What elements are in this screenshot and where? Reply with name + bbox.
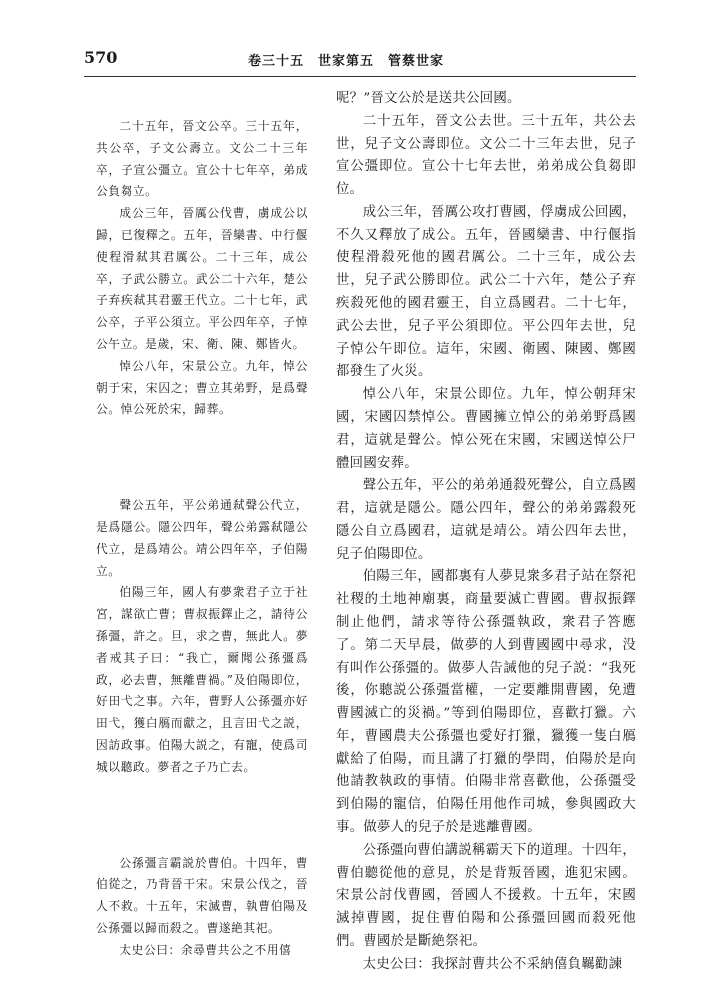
translation-paragraph: 悼公八年，宋景公即位。九年，悼公朝拜宋國，宋國囚禁悼公。曹國擁立悼公的弟弟野爲國君，這就是聲公。悼公死在宋國，宋國送悼公尸體回國安葬。	[336, 387, 636, 471]
classical-paragraph: 成公三年，晉厲公伐曹，虜成公以歸，已復釋之。五年，晉欒書、中行偃使程滑弒其君厲公。二十三年，成公卒，子武公勝立。武公二十六年，楚公子弃疾弒其君靈王代立。二十七年，武公卒，子平公須立。平公四年卒，子悼公午立。是歲，宋、衛、陳、鄭皆火。	[96, 206, 308, 351]
page-number: 570	[84, 48, 118, 67]
translation-paragraph: 聲公五年，平公的弟弟通殺死聲公，自立爲國君，這就是隱公。隱公四年，聲公的弟弟露殺死隱公自立爲國君，這就是靖公。靖公四年去世，兒子伯陽即位。	[336, 478, 636, 562]
translation-paragraph: 伯陽三年，國都裏有人夢見衆多君子站在祭祀社稷的土地神廟裏，商量要滅亡曹國。曹叔振鐸制止他們，請求等待公孫彊執政，衆君子答應了。第二天早晨，做夢的人到曹國國中尋求，没有叫作公孫彊的。做夢人告誡他的兒子説：“我死後，你聽説公孫彊當權，一定要離開曹國，免遭曹國滅亡的災禍。”等到伯陽即位，喜歡打獵。六年，曹國農夫公孫彊也愛好打獵，獵獲一隻白鴈獻給了伯陽，而且講了打獵的學問，伯陽於是向他請教執政的事情。伯陽非常喜歡他，公孫彊受到伯陽的寵信，伯陽任用他作司城，參與國政大事。做夢人的兒子於是逃離曹國。	[336, 569, 636, 835]
classical-paragraph: 伯陽三年，國人有夢衆君子立于社宮，謀欲亡曹；曹叔振鐸止之，請待公孫彊，許之。旦，求之曹，無此人。夢者戒其子曰：“我亡，爾聞公孫彊爲政，必去曹，無離曹禍。”及伯陽即位，好田弋之事。六年，曹野人公孫彊亦好田弋，獲白鴈而獻之，且言田弋之説，因訪政事。伯陽大説之，有寵，使爲司城以聽政。夢者之子乃亡去。	[96, 585, 308, 774]
translation-paragraph: 二十五年，晉文公去世。三十五年，共公去世，兒子文公壽即位。文公二十三年去世，兒子宣公彊即位。宣公十七年去世，弟弟成公負芻即位。	[336, 113, 636, 198]
running-title: 卷三十五 世家第五 管蔡世家	[248, 54, 445, 69]
translation-paragraph: 成公三年，晉厲公攻打曹國，俘虜成公回國，不久又釋放了成公。五年，晉國欒書、中行偃指使程滑殺死他的國君厲公。二十三年，成公去世，兒子武公勝即位。武公二十六年，楚公子弃疾殺死他的國君靈王，自立爲國君。二十七年，武公去世，兒子平公須即位。平公四年去世，兒子悼公午即位。這年，宋國、衛國、陳國、鄭國都發生了火災。	[336, 204, 636, 380]
translation-paragraph: 公孫彊向曹伯講説稱霸天下的道理。十四年，曹伯聽從他的意見，於是背叛晉國，進犯宋國。宋景公討伐曹國，晉國人不援救。十五年，宋國滅掉曹國，捉住曹伯陽和公孫彊回國而殺死他們。曹國於是斷絶祭祀。	[336, 842, 636, 949]
translation-paragraph: 呢？”晉文公於是送共公回國。	[336, 91, 521, 106]
classical-text-column	[96, 116, 308, 976]
classical-paragraph: 聲公五年，平公弟通弒聲公代立，是爲隱公。隱公四年，聲公弟露弒隱公代立，是爲靖公。靖公四年卒，子伯陽立。	[96, 498, 308, 578]
classical-paragraph: 公孫彊言霸説於曹伯。十四年，曹伯從之，乃背晉干宋。宋景公伐之，晉人不救。十五年，宋滅曹，執曹伯陽及公孫彊以歸而殺之。曹遂絶其祀。	[96, 855, 308, 935]
classical-paragraph: 二十五年，晉文公卒。三十五年，共公卒，子文公壽立。文公二十三年卒，子宣公彊立。宣公十七年卒，弟成公負芻立。	[96, 119, 308, 199]
translation-column	[336, 88, 636, 983]
translation-paragraph: 太史公曰：我探討曹共公不采納僖負羈勸諫	[362, 956, 623, 972]
classical-paragraph: 太史公曰：余尋曹共公之不用僖	[119, 942, 292, 957]
classical-paragraph: 悼公八年，宋景公立。九年，悼公朝于宋，宋囚之；曹立其弟野，是爲聲公。悼公死於宋，歸葬。	[96, 358, 308, 417]
running-header	[84, 48, 636, 74]
header-rule	[84, 76, 636, 77]
